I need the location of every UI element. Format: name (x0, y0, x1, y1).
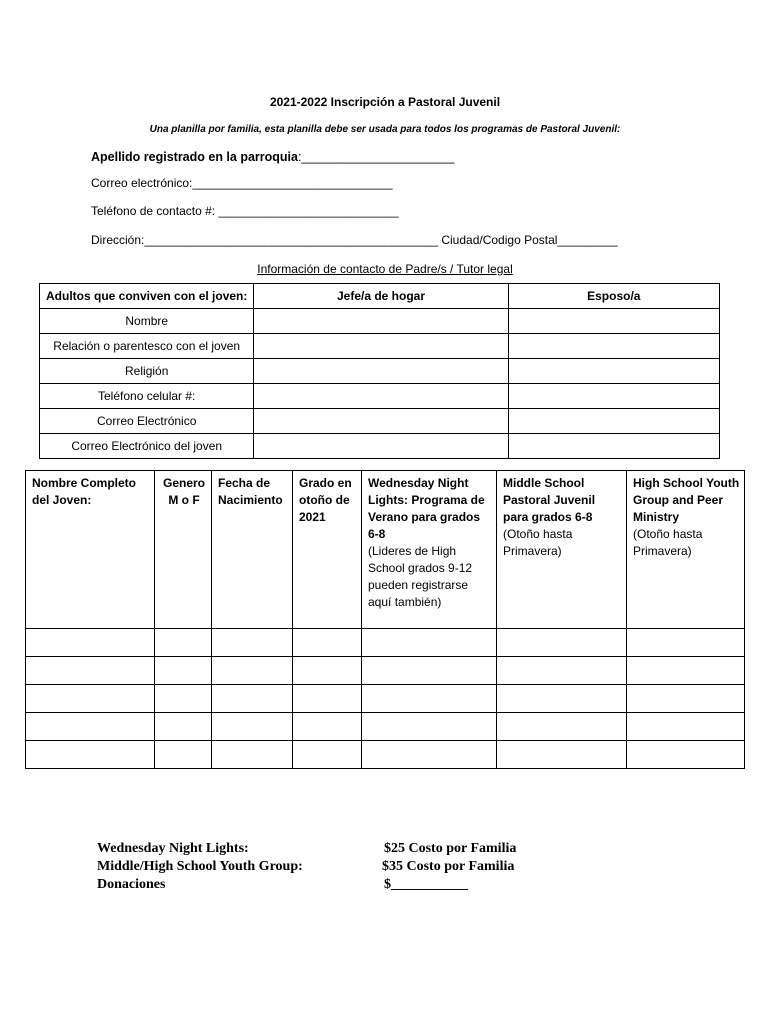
address-field[interactable] (91, 233, 618, 247)
youth-cell[interactable] (155, 657, 212, 685)
row-label-relation: Relación o parentesco con el joven (40, 334, 254, 359)
birthdate-header: Fecha de Nacimiento (212, 471, 293, 629)
table-row (26, 741, 745, 769)
spouse-email-cell[interactable] (508, 409, 719, 434)
phone-field[interactable] (91, 204, 399, 218)
youth-cell[interactable] (497, 629, 627, 657)
youth-cell[interactable] (212, 629, 293, 657)
youth-cell[interactable] (212, 657, 293, 685)
table-row (40, 334, 720, 359)
adults-header: Adultos que conviven con el joven: (40, 284, 254, 309)
address-label: Dirección: (91, 233, 145, 247)
wnl-fee-cost: $25 Costo por Familia (384, 841, 517, 856)
parent-section-caption: Información de contacto de Padre/s / Tutor legal (257, 262, 513, 276)
head-of-household-header: Jefe/a de hogar (254, 284, 508, 309)
full-name-header: Nombre Completo del Joven: (26, 471, 155, 629)
youth-cell[interactable] (155, 629, 212, 657)
youth-cell[interactable] (212, 741, 293, 769)
gender-header (155, 471, 212, 629)
youth-cell[interactable] (627, 657, 745, 685)
parish-field[interactable] (91, 150, 454, 164)
table-row (40, 434, 720, 459)
youth-cell[interactable] (497, 657, 627, 685)
parent-table-header (40, 284, 720, 309)
table-row (26, 657, 745, 685)
youth-group-fee-label: Middle/High School Youth Group: (97, 859, 303, 874)
spouse-youth-email-cell[interactable] (508, 434, 719, 459)
youth-cell[interactable] (26, 685, 155, 713)
row-label-youth-email: Correo Electrónico del joven (40, 434, 254, 459)
spouse-relation-cell[interactable] (508, 334, 719, 359)
youth-cell[interactable] (627, 741, 745, 769)
high-school-title: High School Youth Group and Peer Ministry (633, 476, 740, 524)
donation-label: Donaciones (97, 877, 166, 892)
table-row (26, 713, 745, 741)
high-school-header (627, 471, 745, 629)
parish-line[interactable]: :______________________ (297, 150, 455, 164)
table-row (40, 409, 720, 434)
email-label: Correo electrónico: (91, 176, 193, 190)
wnl-note: (Lideres de High School grados 9-12 pueden registrarse aquí también) (368, 544, 473, 609)
row-label-name: Nombre (40, 309, 254, 334)
spouse-header: Esposo/a (508, 284, 719, 309)
high-school-note: (Otoño hasta Primavera) (633, 527, 703, 558)
youth-cell[interactable] (212, 713, 293, 741)
head-youth-email-cell[interactable] (254, 434, 508, 459)
form-title: 2021-2022 Inscripción a Pastoral Juvenil (269, 95, 501, 109)
middle-school-title: Middle School Pastoral Juvenil para grados 6-8 (503, 476, 596, 524)
phone-label: Teléfono de contacto #: (91, 204, 219, 218)
youth-cell[interactable] (26, 629, 155, 657)
donation-field[interactable]: $___________ (384, 877, 468, 892)
youth-cell[interactable] (497, 713, 627, 741)
youth-cell[interactable] (155, 685, 212, 713)
parish-label: Apellido registrado en la parroquia (91, 150, 298, 164)
parent-contact-table (39, 283, 720, 459)
address-line[interactable]: ____________________________________________ (144, 233, 439, 247)
row-label-religion: Religión (40, 359, 254, 384)
youth-cell[interactable] (212, 685, 293, 713)
youth-cell[interactable] (627, 713, 745, 741)
youth-cell[interactable] (497, 685, 627, 713)
spouse-cellphone-cell[interactable] (508, 384, 719, 409)
youth-cell[interactable] (155, 713, 212, 741)
table-row (40, 384, 720, 409)
wnl-fee-label: Wednesday Night Lights: (97, 841, 249, 856)
email-line[interactable]: ______________________________ (192, 176, 393, 190)
youth-cell[interactable] (293, 657, 362, 685)
youth-cell[interactable] (26, 657, 155, 685)
grade-header: Grado en otoño de 2021 (293, 471, 362, 629)
city-zip-line[interactable]: _________ (557, 233, 618, 247)
phone-line[interactable]: ___________________________ (218, 204, 399, 218)
spouse-religion-cell[interactable] (508, 359, 719, 384)
head-relation-cell[interactable] (254, 334, 508, 359)
table-row (40, 359, 720, 384)
form-subtitle: Una planilla por familia, esta planilla debe ser usada para todos los programas de Pastoral Juvenil: (149, 124, 621, 135)
youth-cell[interactable] (293, 685, 362, 713)
middle-school-header (497, 471, 627, 629)
youth-cell[interactable] (26, 713, 155, 741)
head-email-cell[interactable] (254, 409, 508, 434)
youth-cell[interactable] (362, 629, 497, 657)
youth-cell[interactable] (627, 685, 745, 713)
row-label-email: Correo Electrónico (40, 409, 254, 434)
youth-cell[interactable] (362, 741, 497, 769)
head-religion-cell[interactable] (254, 359, 508, 384)
youth-cell[interactable] (497, 741, 627, 769)
head-name-cell[interactable] (254, 309, 508, 334)
table-row (40, 309, 720, 334)
youth-cell[interactable] (26, 741, 155, 769)
table-row (26, 629, 745, 657)
youth-cell[interactable] (362, 685, 497, 713)
youth-cell[interactable] (627, 629, 745, 657)
wnl-header (362, 471, 497, 629)
youth-table-header (26, 471, 745, 629)
youth-cell[interactable] (362, 657, 497, 685)
middle-school-note: (Otoño hasta Primavera) (503, 527, 573, 558)
youth-cell[interactable] (155, 741, 212, 769)
youth-group-fee-cost: $35 Costo por Familia (382, 859, 515, 874)
youth-cell[interactable] (293, 629, 362, 657)
gender-options: M o F (168, 493, 200, 507)
youth-cell[interactable] (293, 741, 362, 769)
youth-cell[interactable] (362, 713, 497, 741)
wnl-title: Wednesday Night Lights: Programa de Verano para grados 6-8 (368, 476, 485, 541)
youth-cell[interactable] (293, 713, 362, 741)
email-field[interactable] (91, 176, 393, 190)
spouse-name-cell[interactable] (508, 309, 719, 334)
head-cellphone-cell[interactable] (254, 384, 508, 409)
table-row (26, 685, 745, 713)
row-label-cellphone: Teléfono celular #: (40, 384, 254, 409)
city-zip-label: Ciudad/Codigo Postal (438, 233, 558, 247)
youth-registration-table (25, 470, 745, 769)
gender-label: Genero (162, 476, 205, 490)
